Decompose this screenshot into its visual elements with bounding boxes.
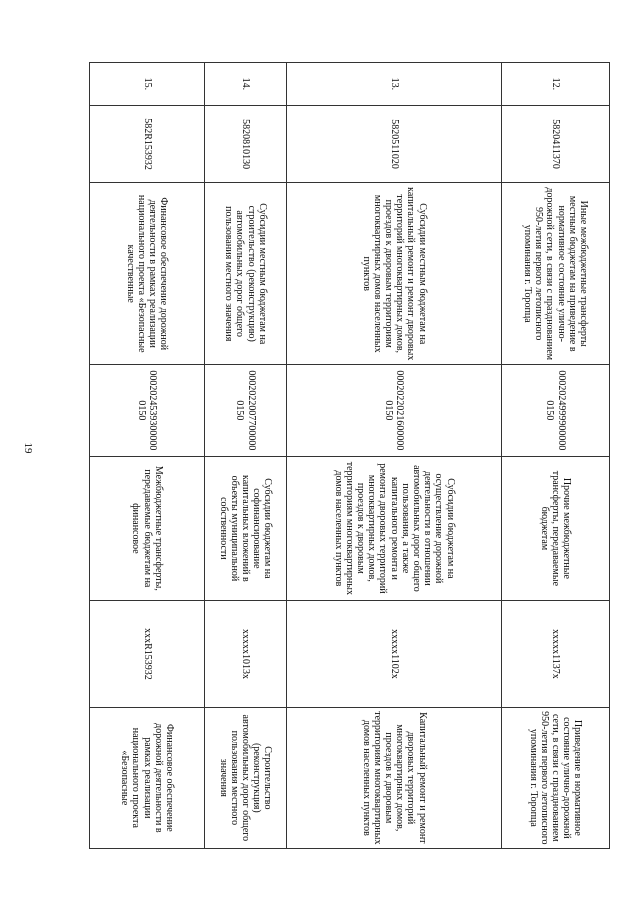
transfer-type: Субсидии бюджетам на софинансирование капитальных вложений в объекты муниципальной собственности xyxy=(205,456,287,601)
purpose-code: xxxR153932 xyxy=(90,601,205,707)
transfer-type: Межбюджетные трансферты, передаваемые бюджетам на финансовое xyxy=(90,456,205,601)
row-number: 15. xyxy=(90,63,205,106)
purpose-code: xxxxx1013x xyxy=(205,601,287,707)
rotated-table-container xyxy=(90,62,610,849)
table-row xyxy=(90,63,205,849)
revenue-code: 00020220216000000150 xyxy=(287,365,502,456)
row-number: 12. xyxy=(502,63,610,106)
purpose-description: Строительство (реконструкция) автомобильных дорог общего пользования местного значения xyxy=(205,707,287,848)
revenue-code: 00020245393000000150 xyxy=(90,365,205,456)
purpose-description: Приведение в нормативное состояние улично-дорожной сети, в связи с празднованием 950-летия первого летописного упоминания г. Торопца xyxy=(502,707,610,848)
table-row xyxy=(205,63,287,849)
budget-table xyxy=(89,62,610,849)
purpose-code: xxxxx1102x xyxy=(287,601,502,707)
target-code: 5820411370 xyxy=(502,105,610,183)
transfer-type: Субсидии бюджетам на осуществление дорожной деятельности в отношении автомобильных дорог общего пользования, а также капитального ремонта и ремонта дворовых территорий многоквартирных домов, проездов к дворовым территориям многоквартирных домов населенных пунктов xyxy=(287,456,502,601)
expense-name: Субсидии местным бюджетам на строительство (реконструкцию) автомобильных дорог общего пользования местного значения xyxy=(205,183,287,365)
row-number: 14. xyxy=(205,63,287,106)
revenue-code: 00020249999000000150 xyxy=(502,365,610,456)
transfer-type: Прочие межбюджетные трансферты, передаваемые бюджетам xyxy=(502,456,610,601)
purpose-code: xxxxx1137x xyxy=(502,601,610,707)
table-row xyxy=(287,63,502,849)
target-code: 5820810130 xyxy=(205,105,287,183)
row-number: 13. xyxy=(287,63,502,106)
target-code: 5820511020 xyxy=(287,105,502,183)
target-code: 582R153932 xyxy=(90,105,205,183)
revenue-code: 00020220077000000150 xyxy=(205,365,287,456)
expense-name: Иные межбюджетные трансферты местным бюджетам на приведение в нормативное состояние улично-дорожной сети, в связи с празднованием 950-летия первого летописного упоминания г. Торопца xyxy=(502,183,610,365)
expense-name: Субсидии местным бюджетам на капитальный ремонт и ремонт дворовых территорий многоквартирных домов, проездов к дворовым территориям многоквартирных домов населенных пунктов xyxy=(287,183,502,365)
expense-name: Финансовое обеспечение дорожной деятельности в рамках реализации национального проекта «Безопасные качественные xyxy=(90,183,205,365)
purpose-description: Финансовое обеспечение дорожной деятельности в рамках реализации национального проекта «Безопасные xyxy=(90,707,205,848)
table-row xyxy=(502,63,610,849)
purpose-description: Капитальный ремонт и ремонт дворовых территорий многоквартирных домов, проездов к дворовым территориям многоквартирных домов населенных пунктов xyxy=(287,707,502,848)
page-number: 19 xyxy=(22,442,34,454)
